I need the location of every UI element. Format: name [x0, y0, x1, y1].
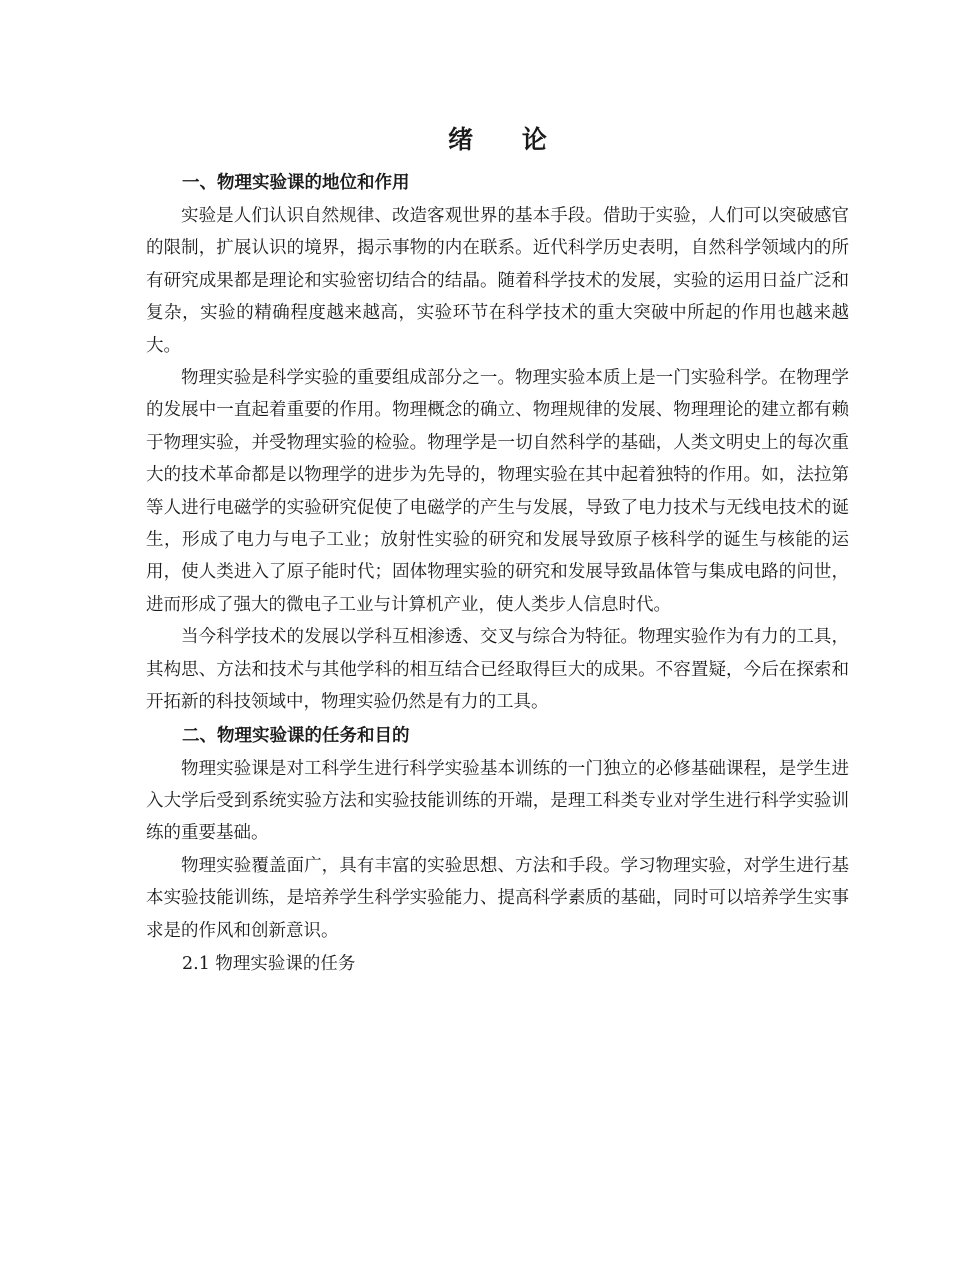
section-1-paragraph-2: 物理实验是科学实验的重要组成部分之一。物理实验本质上是一门实验科学。在物理学的发展中一直起着重要的作用。物理概念的确立、物理规律的发展、物理理论的建立都有赖于物理实验，并受物理实验的检验。物理学是一切自然科学的基础，人类文明史上的每次重大的技术革命都是以物理学的进步为先导的，物理实验在其中起着独特的作用。如，法拉第等人进行电磁学的实验研究促使了电磁学的产生与发展，导致了电力技术与无线电技术的诞生，形成了电力与电子工业；放射性实验的研究和发展导致原子核科学的诞生与核能的运用，使人类进入了原子能时代；固体物理实验的研究和发展导致晶体管与集成电路的问世，进而形成了强大的微电子工业与计算机产业，使人类步人信息时代。: [146, 368, 849, 615]
document-body: [146, 120, 849, 981]
section-heading-2: 二、物理实验课的任务和目的: [182, 725, 410, 746]
section-1-paragraph-1: 实验是人们认识自然规律、改造客观世界的基本手段。借助于实验，人们可以突破感官的限制，扩展认识的境界，揭示事物的内在联系。近代科学历史表明，自然科学领域内的所有研究成果都是理论和实验密切结合的结晶。随着科学技术的发展，实验的运用日益广泛和复杂，实验的精确程度越来越高，实验环节在科学技术的重大突破中所起的作用也越来越大。: [146, 206, 849, 356]
section-2-paragraph-1: 物理实验课是对工科学生进行科学实验基本训练的一门独立的必修基础课程，是学生进入大学后受到系统实验方法和实验技能训练的开端，是理工科类专业对学生进行科学实验训练的重要基础。: [146, 758, 849, 844]
section-2-paragraph-2: 物理实验覆盖面广，具有丰富的实验思想、方法和手段。学习物理实验，对学生进行基本实验技能训练，是培养学生科学实验能力、提高科学素质的基础，同时可以培养学生实事求是的作风和创新意识。: [146, 855, 849, 941]
subsection-heading: 2.1 物理实验课的任务: [182, 953, 356, 974]
section-heading-1: 一、物理实验课的地位和作用: [182, 173, 410, 193]
page-title: 绪 论: [448, 125, 567, 154]
section-1-paragraph-3: 当今科学技术的发展以学科互相渗透、交叉与综合为特征。物理实验作为有力的工具，其构思、方法和技术与其他学科的相互结合已经取得巨大的成果。不容置疑，今后在探索和开拓新的科技领域中，物理实验仍然是有力的工具。: [146, 627, 849, 713]
